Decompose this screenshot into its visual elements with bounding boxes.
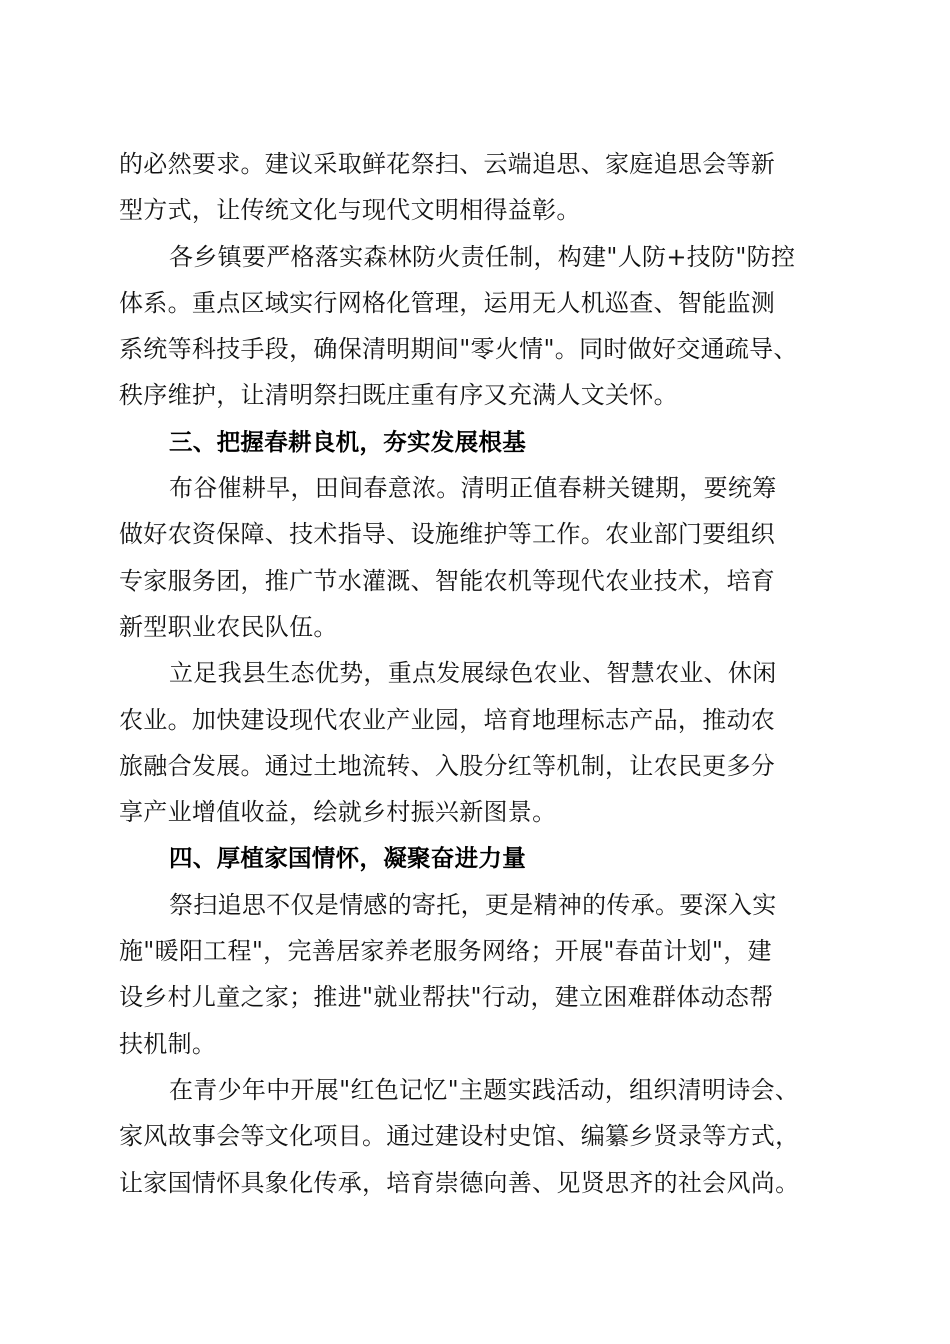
- paragraph-line: 专家服务团，推广节水灌溉、智能农机等现代农业技术，培育: [119, 566, 776, 595]
- document-body: [119, 141, 834, 1206]
- paragraph-line: 家风故事会等文化项目。通过建设村史馆、编纂乡贤录等方式，: [119, 1122, 800, 1151]
- section-heading: 四、厚植家国情怀，凝聚奋进力量: [169, 844, 526, 873]
- paragraph-line: 新型职业农民队伍。: [119, 612, 338, 641]
- section-heading: 三、把握春耕良机，夯实发展根基: [169, 427, 526, 456]
- paragraph-line: 秩序维护，让清明祭扫既庄重有序又充满人文关怀。: [119, 381, 678, 410]
- paragraph-line: 做好农资保障、技术指导、设施维护等工作。农业部门要组织: [119, 520, 776, 549]
- paragraph-line: 体系。重点区域实行网格化管理，运用无人机巡查、智能监测: [119, 288, 776, 317]
- paragraph-line: 扶机制。: [119, 1029, 217, 1058]
- paragraph-line: 系统等科技手段，确保清明期间"零火情"。同时做好交通疏导、: [119, 335, 798, 364]
- paragraph-line: 布谷催耕早，田间春意浓。清明正值春耕关键期，要统筹: [169, 474, 777, 503]
- paragraph-line: 施"暖阳工程"，完善居家养老服务网络；开展"春苗计划"，建: [119, 937, 772, 966]
- paragraph-line: 享产业增值收益，绘就乡村振兴新图景。: [119, 798, 557, 827]
- paragraph-line: 型方式，让传统文化与现代文明相得益彰。: [119, 196, 581, 225]
- paragraph-line: 各乡镇要严格落实森林防火责任制，构建"人防+技防"防控: [169, 242, 796, 271]
- paragraph-line: 让家国情怀具象化传承，培育崇德向善、见贤思齐的社会风尚。: [119, 1168, 800, 1197]
- paragraph-line: 的必然要求。建议采取鲜花祭扫、云端追思、家庭追思会等新: [119, 150, 776, 178]
- paragraph-line: 设乡村儿童之家；推进"就业帮扶"行动，建立困难群体动态帮: [119, 983, 774, 1012]
- paragraph-line: 农业。加快建设现代农业产业园，培育地理标志产品，推动农: [119, 705, 776, 734]
- paragraph-line: 立足我县生态优势，重点发展绿色农业、智慧农业、休闲: [169, 659, 777, 688]
- paragraph-line: 祭扫追思不仅是情感的寄托，更是精神的传承。要深入实: [169, 890, 777, 919]
- paragraph-line: 旅融合发展。通过土地流转、入股分红等机制，让农民更多分: [119, 751, 776, 780]
- paragraph-line: 在青少年中开展"红色记忆"主题实践活动，组织清明诗会、: [169, 1075, 800, 1104]
